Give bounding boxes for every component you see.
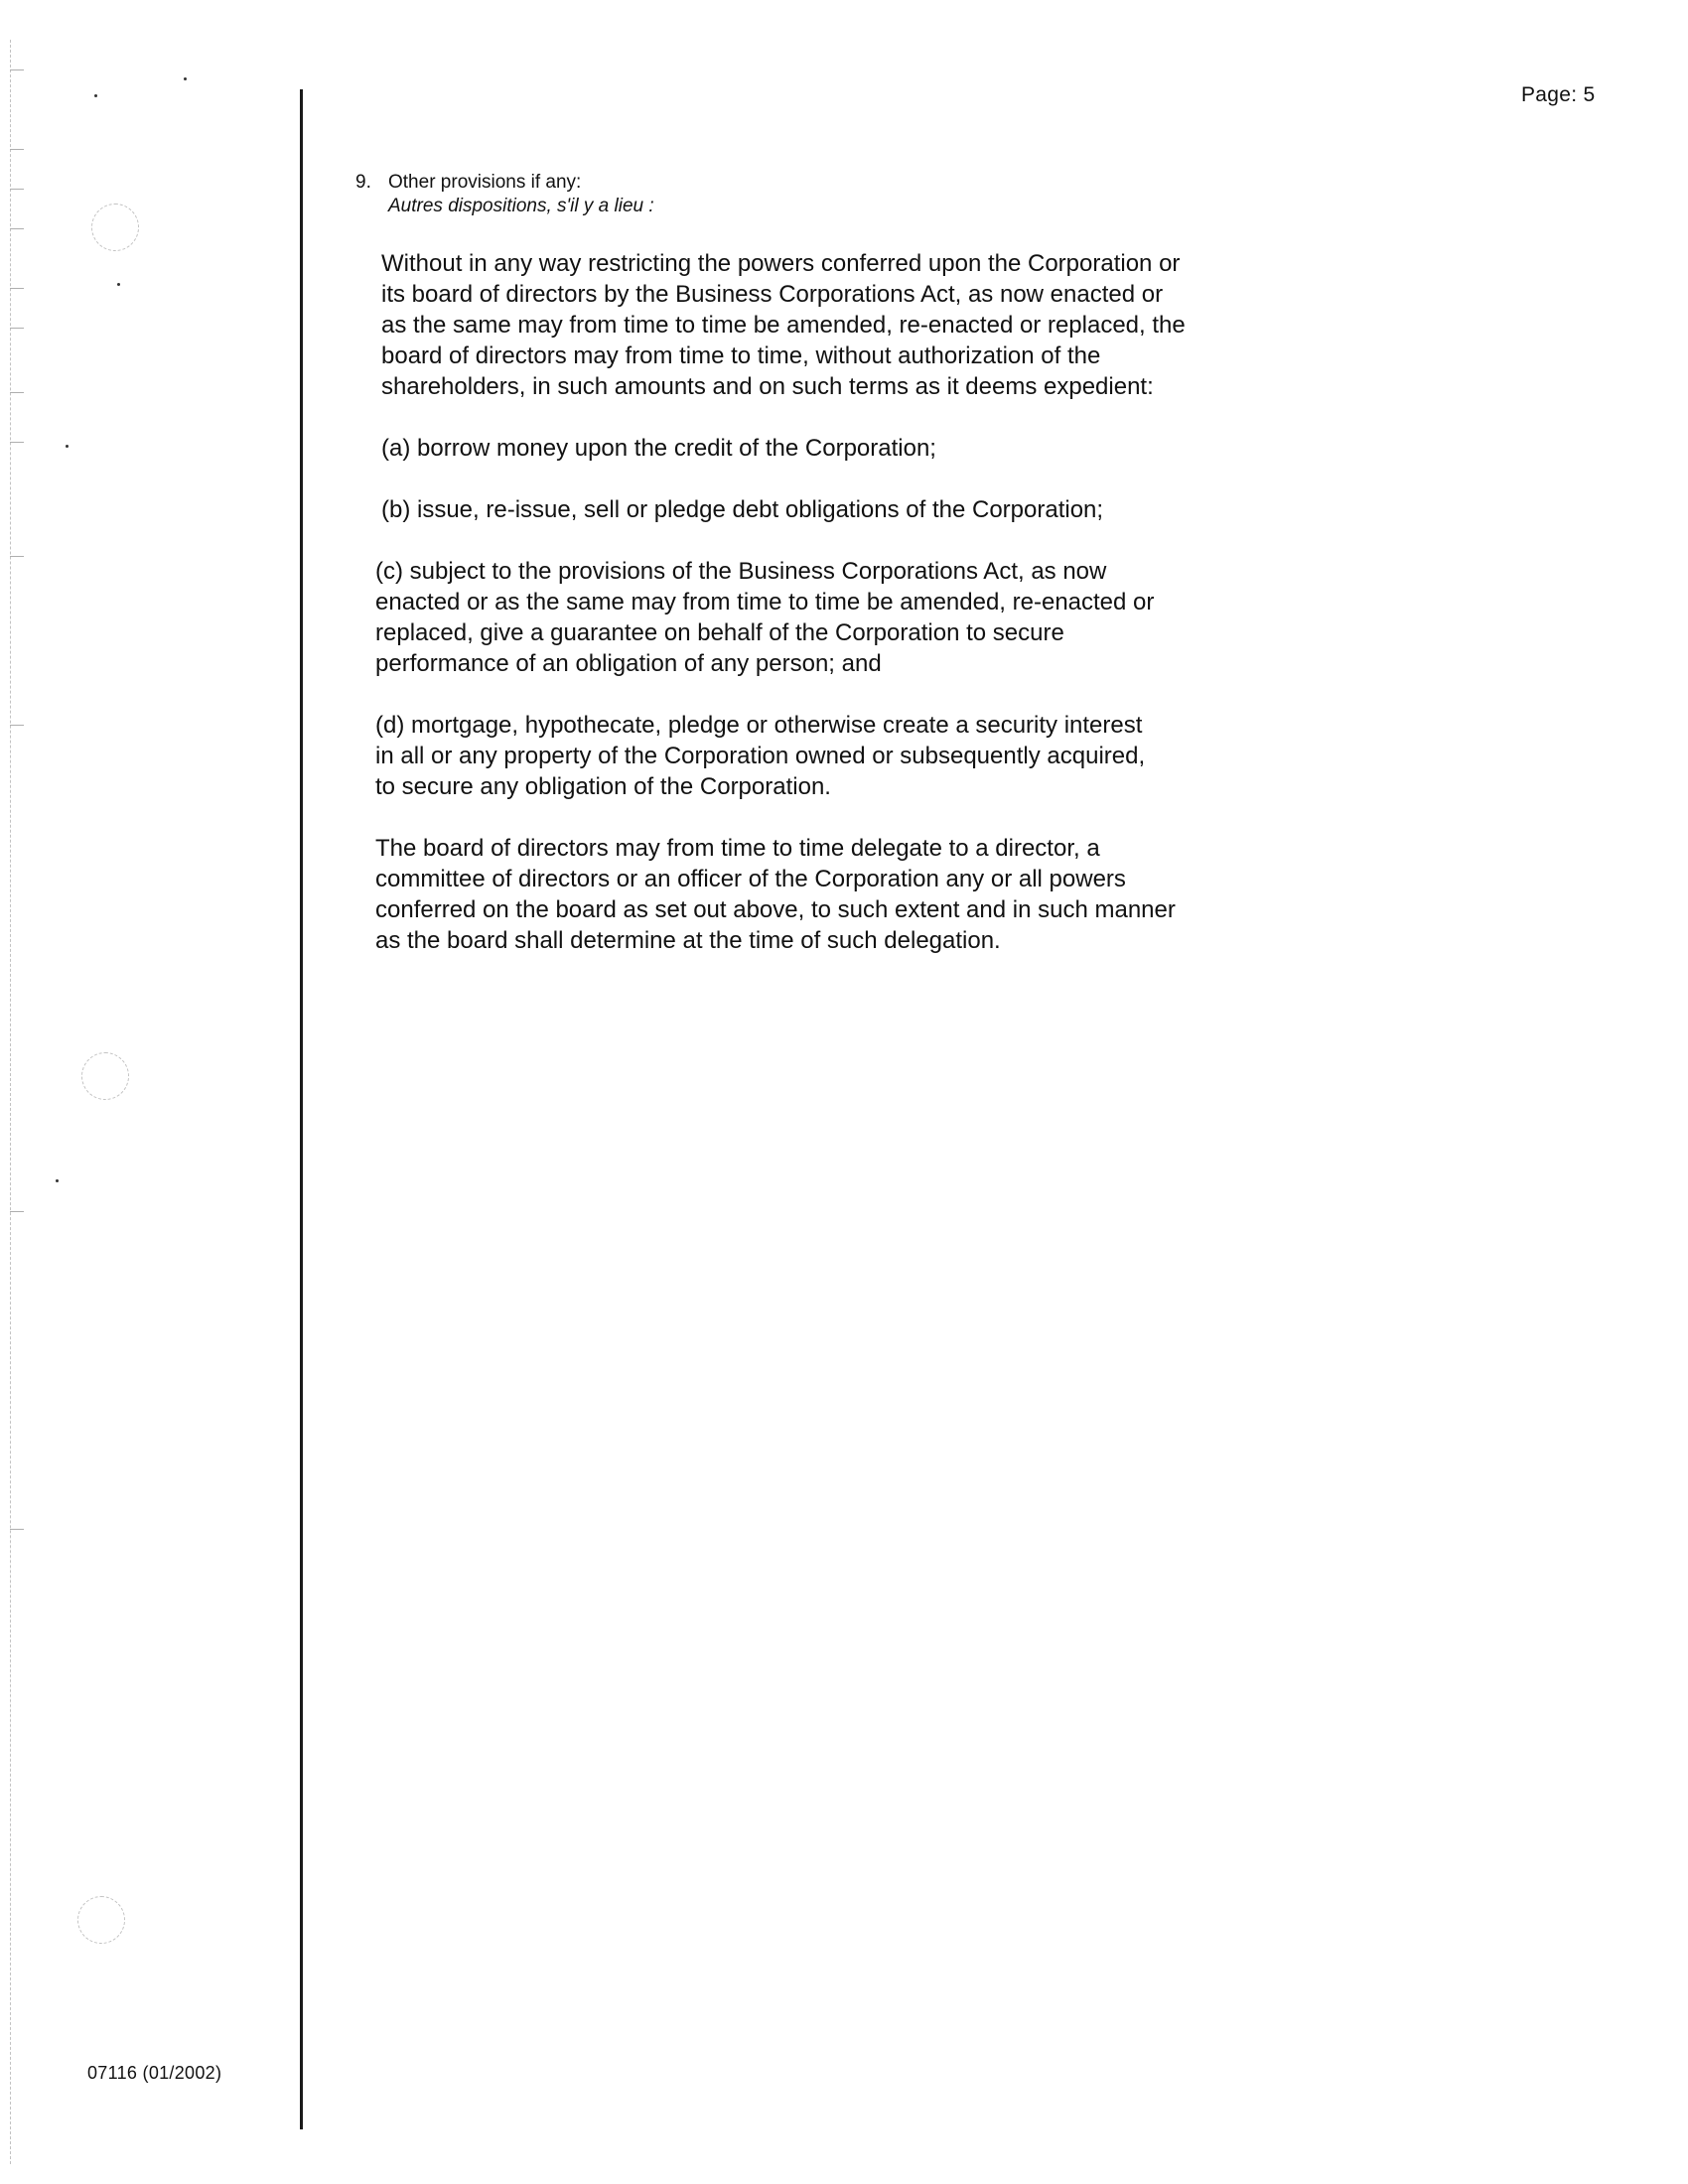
punch-hole-top [91,204,139,251]
punch-hole-bottom [77,1896,125,1944]
scan-speck [66,445,69,448]
item-d: (d) mortgage, hypothecate, pledge or otherwise create a security interest in all or any property of the Corporation owned or subsequently acquired, to secure any obligation of the Corporation. [375,712,1146,800]
punch-hole-middle [81,1052,129,1100]
item-b: (b) issue, re-issue, sell or pledge debt obligations of the Corporation; [381,496,1104,523]
provisions-text [375,248,1275,987]
scan-speck [94,94,97,97]
scan-edge-strip [10,40,31,2164]
section-number: 9. [355,172,371,193]
section-heading [355,171,654,218]
page-number: Page: 5 [1521,83,1596,106]
scan-speck [56,1179,59,1182]
intro-paragraph: Without in any way restricting the powers conferred upon the Corporation or its board of directors by the Business Corporations Act, as now enacted or as the same may from time to time be amended, re-enacted or replaced, the board of directors may from time to time, without authorization of the shareholders, in such amounts and on such terms as it deems expedient: [381,250,1186,400]
form-code: 07116 (01/2002) [87,2063,222,2083]
section-title-english: Other provisions if any: [388,172,582,193]
scan-speck [117,283,120,286]
scan-speck [184,77,187,80]
item-c: (c) subject to the provisions of the Business Corporations Act, as now enacted or as the same may from time to time be amended, re-enacted or replaced, give a guarantee on behalf of the Corporation to secure performance of an obligation of any person; and [375,558,1155,677]
margin-rule [300,89,303,2129]
item-a: (a) borrow money upon the credit of the Corporation; [381,435,936,462]
closing-paragraph: The board of directors may from time to time delegate to a director, a committee of directors or an officer of the Corporation any or all powers conferred on the board as set out above, to such extent and in such manner as the board shall determine at the time of such delegation. [375,835,1176,954]
section-title-french: Autres dispositions, s'il y a lieu : [388,196,654,216]
